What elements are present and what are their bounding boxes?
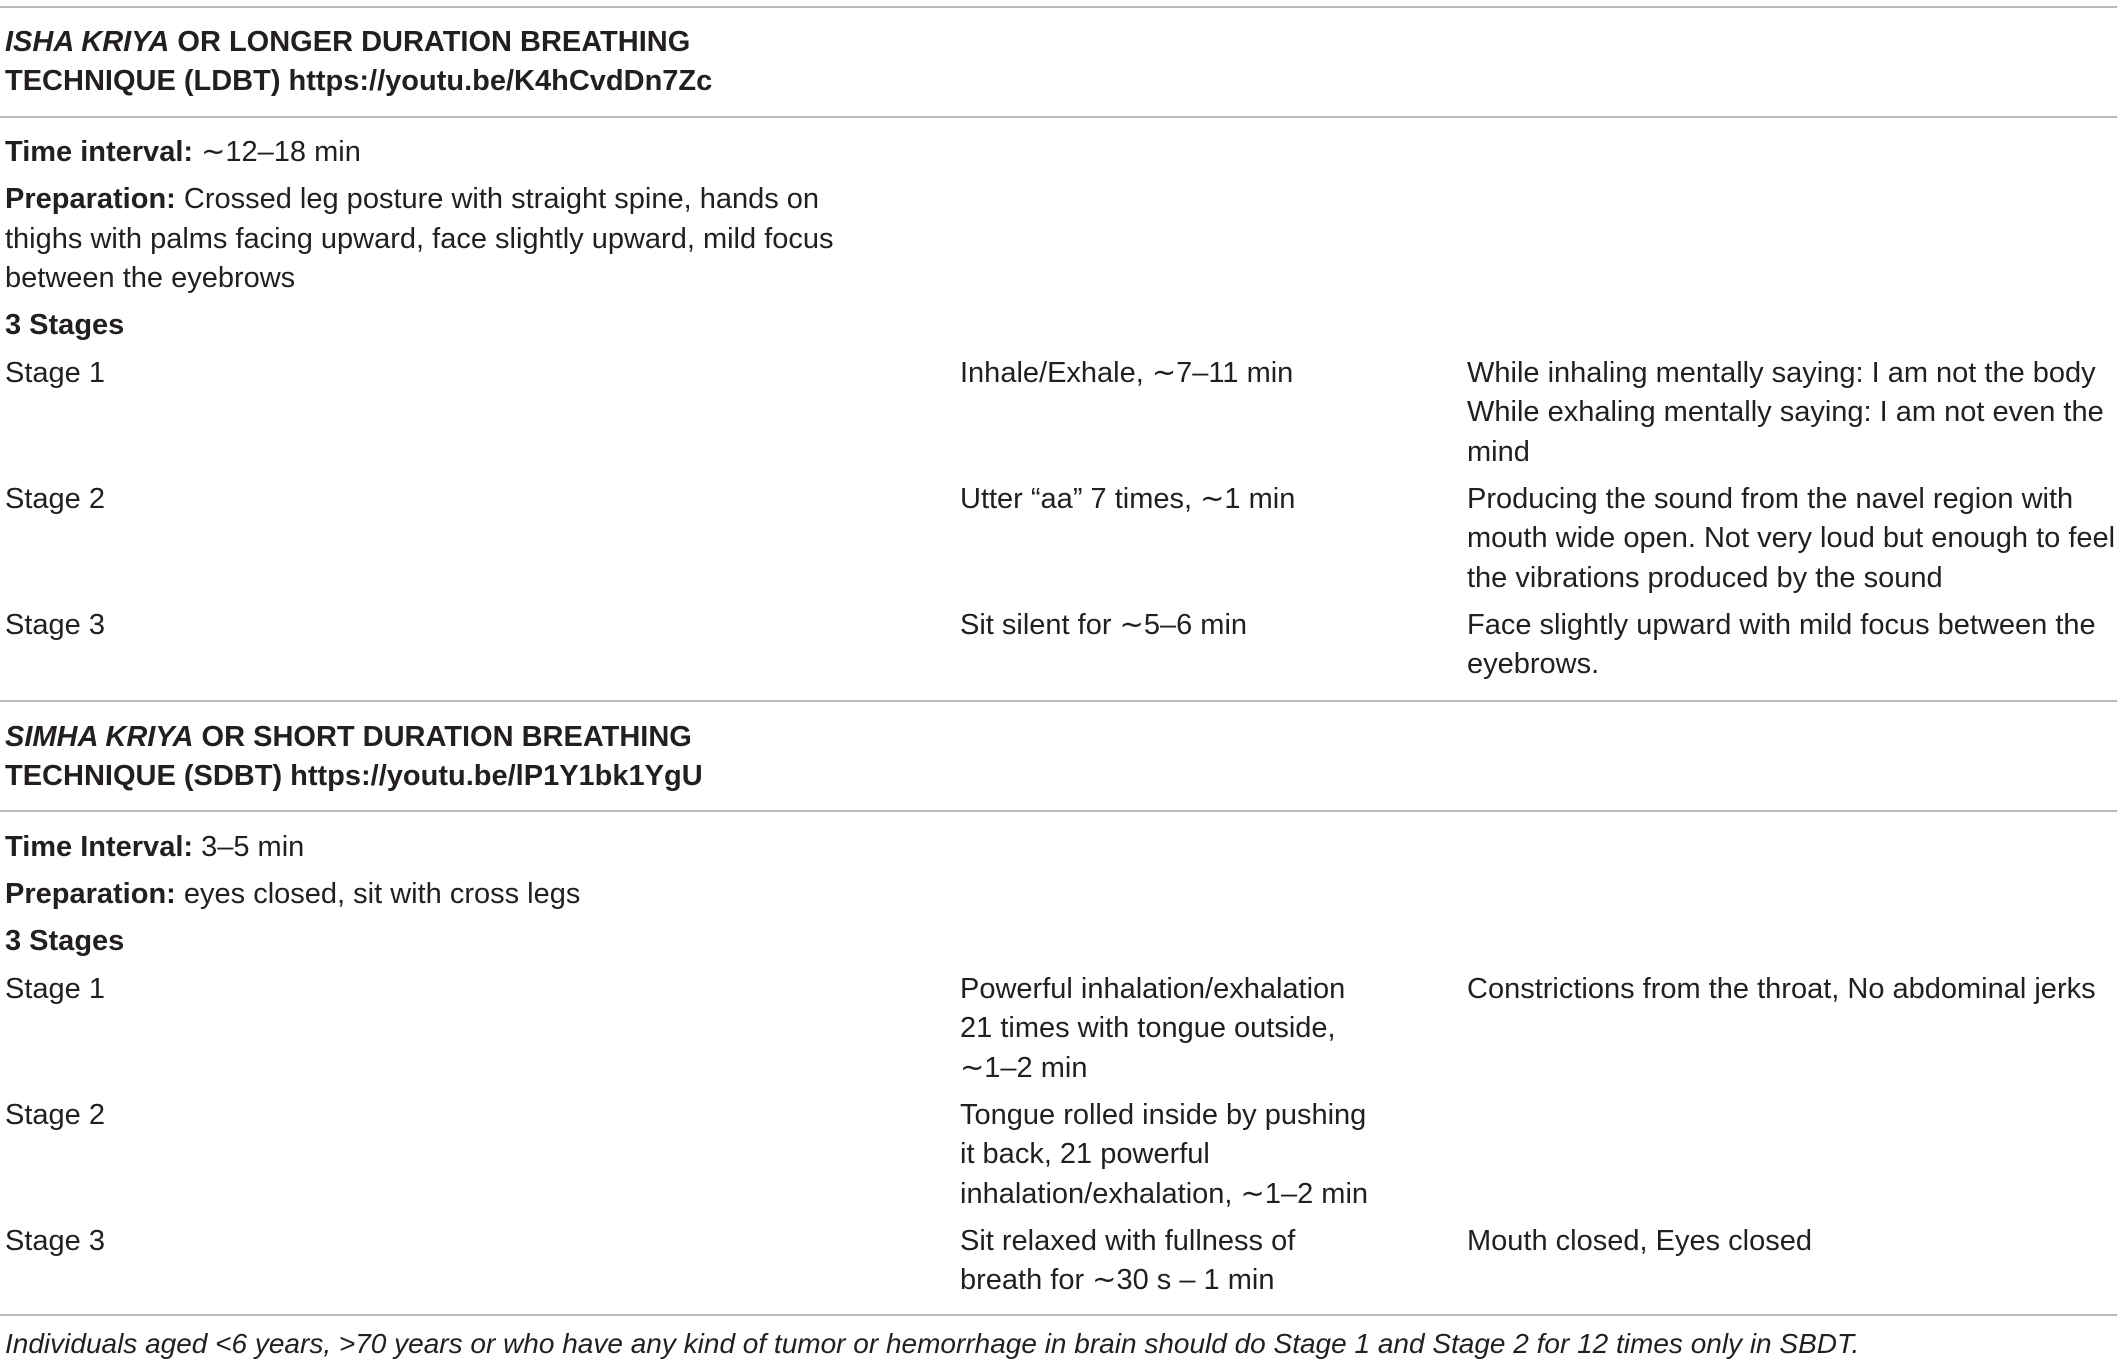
- section2-stage1-name: Stage 1: [5, 973, 105, 1005]
- section1-title-rest: OR LONGER DURATION BREATHING: [169, 26, 691, 58]
- section1-stage2-action: Utter “aa” 7 times, ∼1 min: [960, 483, 1296, 515]
- section2-time-interval: [5, 827, 304, 867]
- section1-stage2-detail: the vibrations produced by the sound: [1467, 562, 1943, 594]
- section1-time-label: Time interval:: [5, 136, 194, 168]
- section2-stage2-name: Stage 2: [5, 1099, 105, 1131]
- section1-stage1-detail: While inhaling mentally saying: I am not the body: [1467, 357, 2096, 389]
- section2-time-value: 3–5 min: [193, 831, 305, 863]
- section2-stage1-action: 21 times with tongue outside,: [960, 1012, 1336, 1044]
- section1-title-line2: TECHNIQUE (LDBT) https://youtu.be/K4hCvdDn7Zc: [5, 65, 713, 97]
- section2-title-italic: SIMHA KRIYA: [5, 721, 194, 753]
- section2-stages-label: 3 Stages: [5, 925, 125, 957]
- section-divider-rule: [0, 700, 2117, 702]
- section1-time-interval: [5, 132, 361, 172]
- table-top-rule: [0, 6, 2117, 8]
- section1-prep-label: Preparation:: [5, 183, 176, 215]
- section2-title: [5, 717, 692, 757]
- section2-stage3-action: Sit relaxed with fullness of: [960, 1225, 1296, 1257]
- section1-stage3-detail: Face slightly upward with mild focus between the: [1467, 609, 2096, 641]
- section2-prep-label: Preparation:: [5, 878, 176, 910]
- section1-stage2-detail: mouth wide open. Not very loud but enough to feel: [1467, 522, 2116, 554]
- section1-stages-label: 3 Stages: [5, 309, 125, 341]
- section2-stage2-action: it back, 21 powerful: [960, 1138, 1210, 1170]
- table-bottom-rule: [0, 1314, 2117, 1316]
- section2-stage2-action: Tongue rolled inside by pushing: [960, 1099, 1367, 1131]
- section2-stage3-name: Stage 3: [5, 1225, 105, 1257]
- section1-stage3-action: Sit silent for ∼5–6 min: [960, 609, 1248, 641]
- section1-preparation: [5, 179, 819, 219]
- section1-title: [5, 22, 690, 62]
- section1-stage1-name: Stage 1: [5, 357, 105, 389]
- section2-preparation: [5, 874, 580, 914]
- section1-stage1-action: Inhale/Exhale, ∼7–11 min: [960, 357, 1294, 389]
- section1-stage1-detail: mind: [1467, 436, 1530, 468]
- section2-time-label: Time Interval:: [5, 831, 194, 863]
- section1-prep-line: between the eyebrows: [5, 262, 296, 294]
- section2-stage3-detail: Mouth closed, Eyes closed: [1467, 1225, 1812, 1257]
- section1-stage2-name: Stage 2: [5, 483, 105, 515]
- section1-header-rule: [0, 116, 2117, 118]
- section2-prep-line: eyes closed, sit with cross legs: [175, 878, 581, 910]
- section2-stage1-action: Powerful inhalation/exhalation: [960, 973, 1346, 1005]
- section1-stage3-detail: eyebrows.: [1467, 648, 1600, 680]
- section2-stage1-action: ∼1–2 min: [960, 1052, 1088, 1084]
- section1-stage2-detail: Producing the sound from the navel region with: [1467, 483, 2074, 515]
- section1-prep-line: Crossed leg posture with straight spine, hands on: [175, 183, 820, 215]
- section1-stage3-name: Stage 3: [5, 609, 105, 641]
- section2-stage3-action: breath for ∼30 s – 1 min: [960, 1264, 1275, 1296]
- section1-time-value: ∼12–18 min: [193, 136, 361, 168]
- section2-header-rule: [0, 810, 2117, 812]
- section2-title-rest: OR SHORT DURATION BREATHING: [193, 721, 692, 753]
- section1-title-italic: ISHA KRIYA: [5, 26, 170, 58]
- section1-prep-line: thighs with palms facing upward, face slightly upward, mild focus: [5, 223, 834, 255]
- section1-stage1-detail: While exhaling mentally saying: I am not even the: [1467, 396, 2104, 428]
- section2-title-line2: TECHNIQUE (SDBT) https://youtu.be/lP1Y1bk1YgU: [5, 760, 703, 792]
- section2-stage2-action: inhalation/exhalation, ∼1–2 min: [960, 1178, 1369, 1210]
- section2-stage1-detail: Constrictions from the throat, No abdominal jerks: [1467, 973, 2096, 1005]
- table-footnote: Individuals aged <6 years, >70 years or who have any kind of tumor or hemorrhage in brain should do Stage 1 and Stage 2 for 12 times only in SBDT.: [5, 1328, 1860, 1359]
